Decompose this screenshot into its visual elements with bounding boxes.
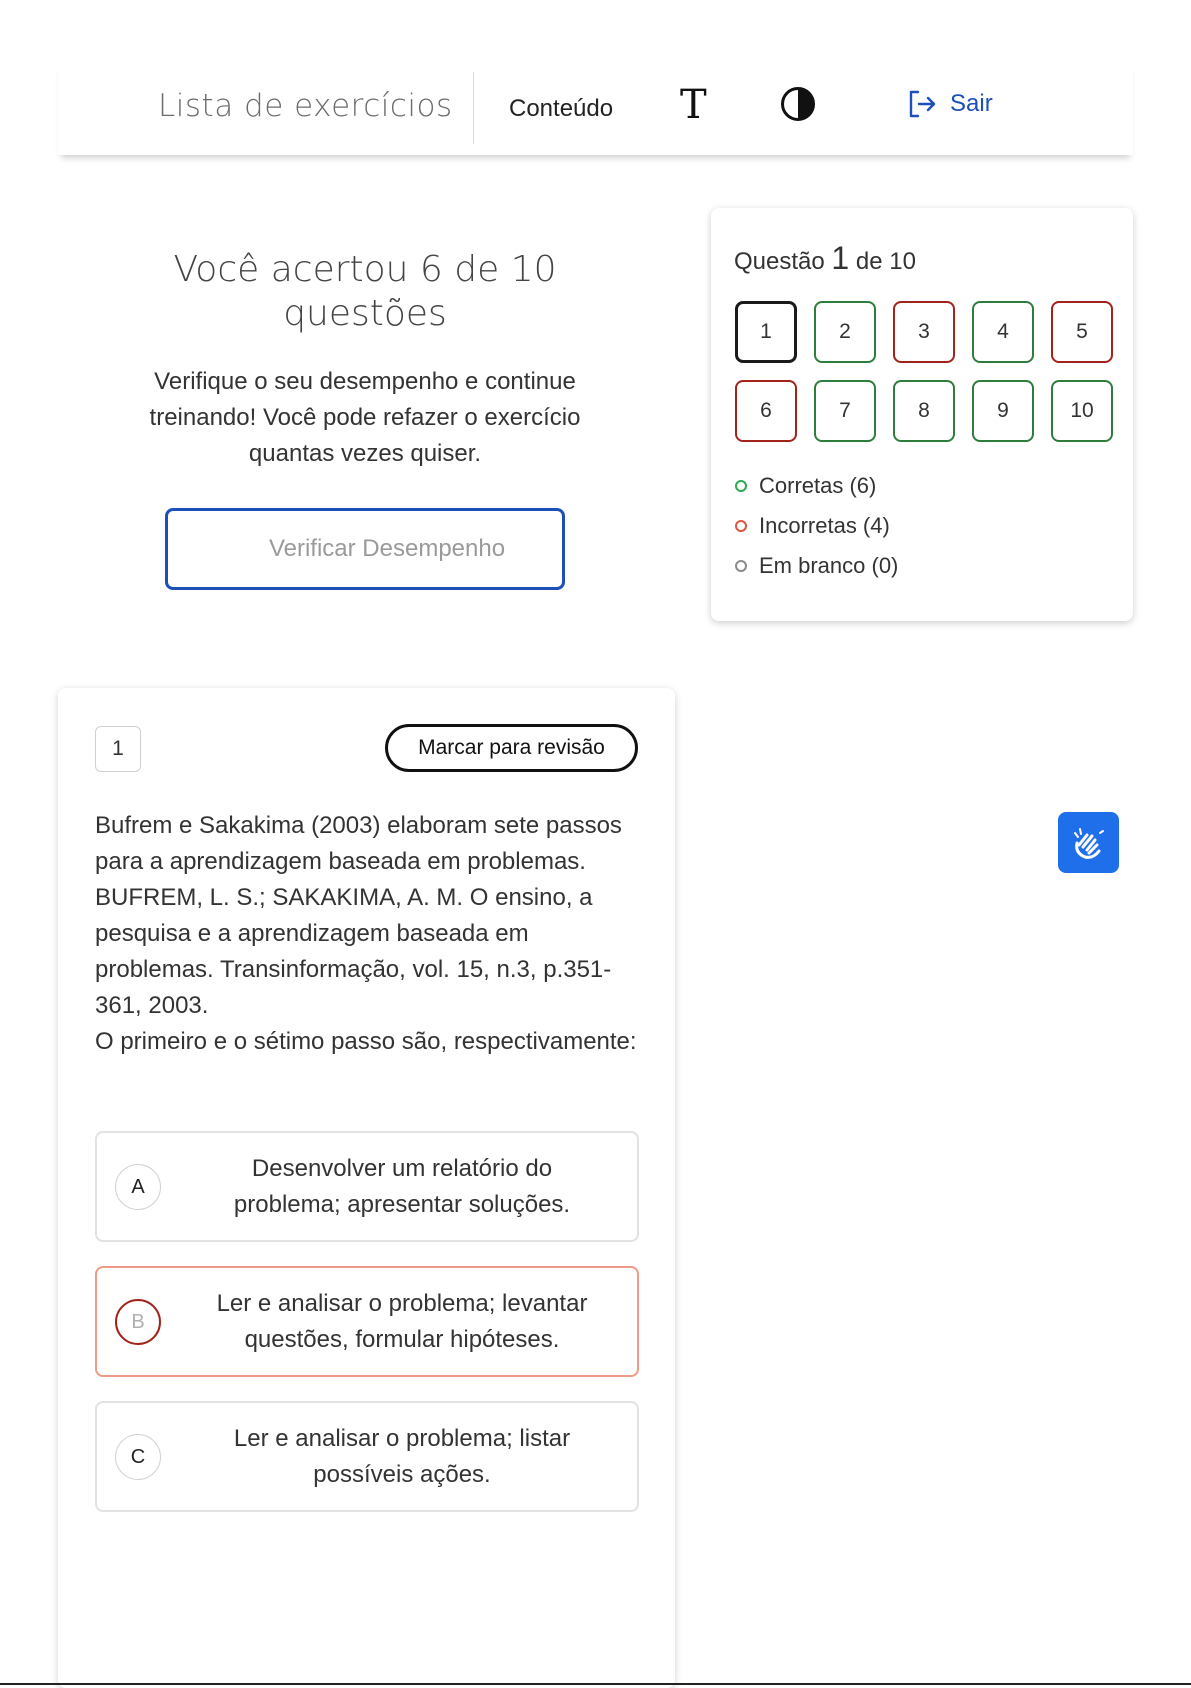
- page-title: Lista de exercícios: [158, 88, 453, 124]
- legend-incorrect: [735, 506, 898, 546]
- question-counter-suffix: de 10: [855, 248, 916, 275]
- question-counter-current: 1: [831, 240, 850, 276]
- question-button-9[interactable]: 9: [972, 380, 1034, 442]
- option-c-letter: C: [115, 1434, 161, 1480]
- question-button-4[interactable]: 4: [972, 301, 1034, 363]
- logout-label: Sair: [950, 90, 993, 117]
- legend-incorrect-label: Incorretas (4): [759, 513, 890, 538]
- question-button-10[interactable]: 10: [1051, 380, 1113, 442]
- verify-performance-button[interactable]: Verificar Desempenho: [165, 508, 565, 590]
- legend-incorrect-dot: [735, 520, 747, 532]
- sign-language-button[interactable]: [1058, 812, 1119, 873]
- sign-language-icon: [1069, 823, 1109, 863]
- question-button-5[interactable]: 5: [1051, 301, 1113, 363]
- question-card: [58, 688, 675, 1688]
- question-counter: [734, 240, 916, 277]
- score-description: Verifique o seu desempenho e continue treinando! Você pode refazer o exercício quantas vezes quiser.: [149, 368, 581, 467]
- logout-button[interactable]: [906, 88, 993, 120]
- legend-correct-dot: [735, 480, 747, 492]
- question-button-1[interactable]: 1: [735, 301, 797, 363]
- question-counter-prefix: Questão: [734, 248, 825, 275]
- question-number-badge: 1: [95, 726, 141, 772]
- question-button-6[interactable]: 6: [735, 380, 797, 442]
- top-header: [58, 62, 1133, 155]
- contrast-icon[interactable]: [780, 86, 816, 122]
- legend-blank-label: Em branco (0): [759, 553, 899, 578]
- question-button-7[interactable]: 7: [814, 380, 876, 442]
- question-button-2[interactable]: 2: [814, 301, 876, 363]
- mark-for-review-button[interactable]: Marcar para revisão: [385, 724, 638, 772]
- question-button-8[interactable]: 8: [893, 380, 955, 442]
- option-b[interactable]: [95, 1266, 639, 1377]
- option-c-text: Ler e analisar o problema; listar possíveis ações.: [233, 1425, 571, 1488]
- option-a[interactable]: [95, 1131, 639, 1242]
- score-title: Você acertou 6 de 10 questões: [173, 249, 557, 334]
- question-text: Bufrem e Sakakima (2003) elaboram sete passos para a aprendizagem baseada em problemas. BUFREM, L. S.; SAKAKIMA, A. M. O ensino, a pesquisa e a aprendizagem baseada em problemas. Transinformação, vol. 15, n.3, p.351-361, 2003. O primeiro e o sétimo passo são, respectivamente:: [95, 812, 637, 1055]
- legend-correct: [735, 466, 898, 506]
- legend-blank: [735, 546, 898, 586]
- option-b-letter: B: [115, 1299, 161, 1345]
- option-a-letter: A: [115, 1164, 161, 1210]
- logout-icon: [906, 88, 938, 120]
- question-button-3[interactable]: 3: [893, 301, 955, 363]
- legend-correct-label: Corretas (6): [759, 473, 877, 498]
- option-c[interactable]: [95, 1401, 639, 1512]
- font-size-icon[interactable]: T: [680, 82, 707, 128]
- legend-blank-dot: [735, 560, 747, 572]
- status-legend: [735, 466, 898, 586]
- question-navigator: [711, 208, 1133, 621]
- content-link[interactable]: Conteúdo: [509, 95, 614, 122]
- header-divider: [473, 72, 474, 144]
- option-a-text: Desenvolver um relatório do problema; apresentar soluções.: [233, 1155, 571, 1218]
- option-b-text: Ler e analisar o problema; levantar questões, formular hipóteses.: [216, 1290, 588, 1353]
